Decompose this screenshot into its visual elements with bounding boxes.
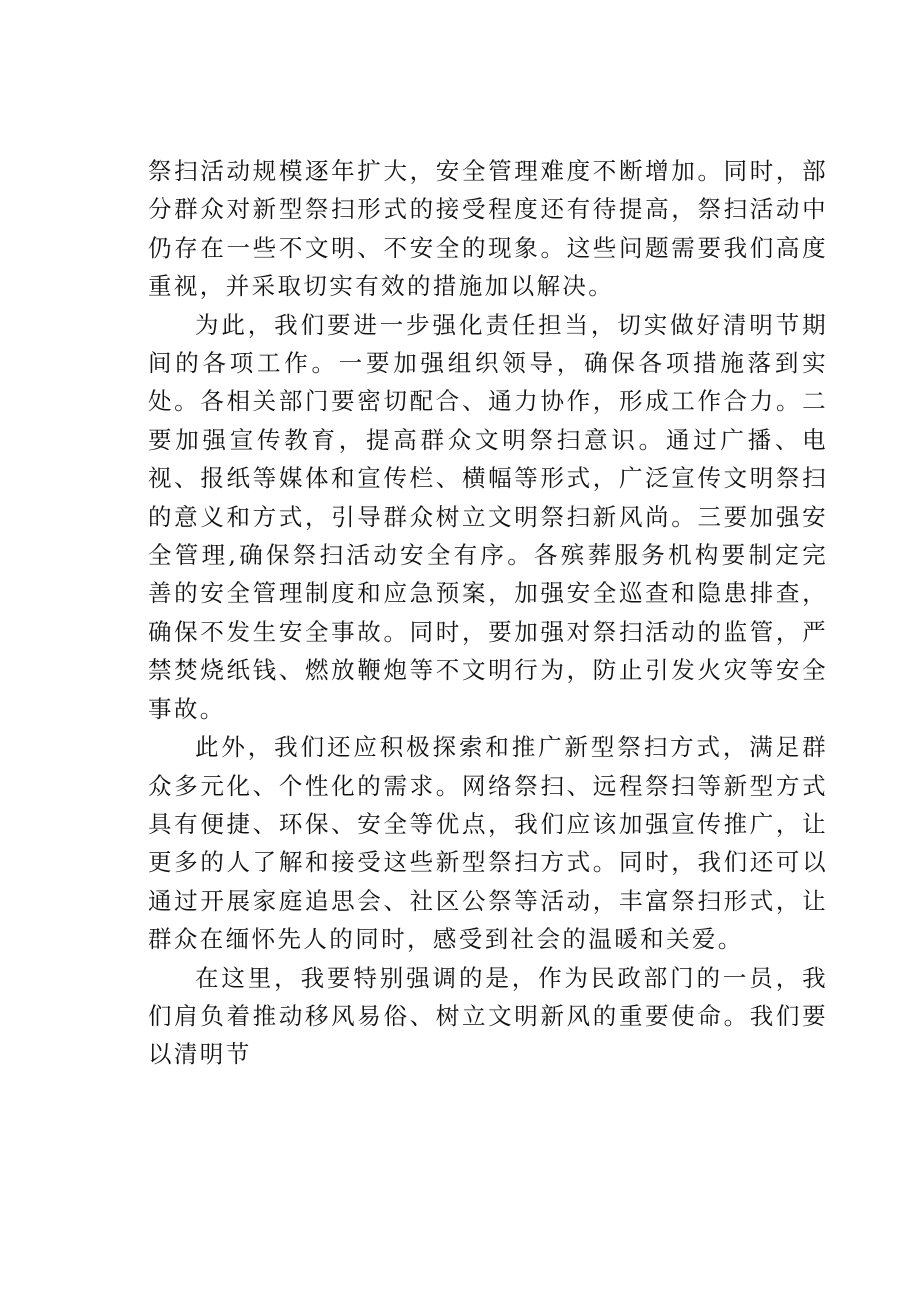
paragraph-3: 此外，我们还应积极探索和推广新型祭扫方式，满足群众多元化、个性化的需求。网络祭扫、远程祭扫等新型方式具有便捷、环保、安全等优点，我们应该加强宣传推广，让更多的人了解和接受这些新型祭扫方式。同时，我们还可以通过开展家庭追思会、社区公祭等活动，丰富祭扫形式，让群众在缅怀先人的同时，感受到社会的温暖和关爱。: [148, 733, 828, 954]
paragraph-4: 在这里，我要特别强调的是，作为民政部门的一员，我们肩负着推动移风易俗、树立文明新风的重要使命。我们要以清明节: [148, 963, 828, 1069]
paragraph-2: 为此，我们要进一步强化责任担当，切实做好清明节期间的各项工作。一要加强组织领导，确保各项措施落到实处。各相关部门要密切配合、通力协作，形成工作合力。二要加强宣传教育，提高群众文明祭扫意识。通过广播、电视、报纸等媒体和宣传栏、横幅等形式，广泛宣传文明祭扫的意义和方式，引导群众树立文明祭扫新风尚。三要加强安全管理,确保祭扫活动安全有序。各殡葬服务机构要制定完善的安全管理制度和应急预案，加强安全巡查和隐患排查，确保不发生安全事故。同时，要加强对祭扫活动的监管，严禁焚烧纸钱、燃放鞭炮等不文明行为，防止引发火灾等安全事故。: [148, 310, 828, 723]
paragraph-1: 祭扫活动规模逐年扩大，安全管理难度不断增加。同时，部分群众对新型祭扫形式的接受程度还有待提高，祭扫活动中仍存在一些不文明、不安全的现象。这些问题需要我们高度重视，并采取切实有效的措施加以解决。: [148, 157, 828, 301]
document-body: [148, 152, 828, 1074]
